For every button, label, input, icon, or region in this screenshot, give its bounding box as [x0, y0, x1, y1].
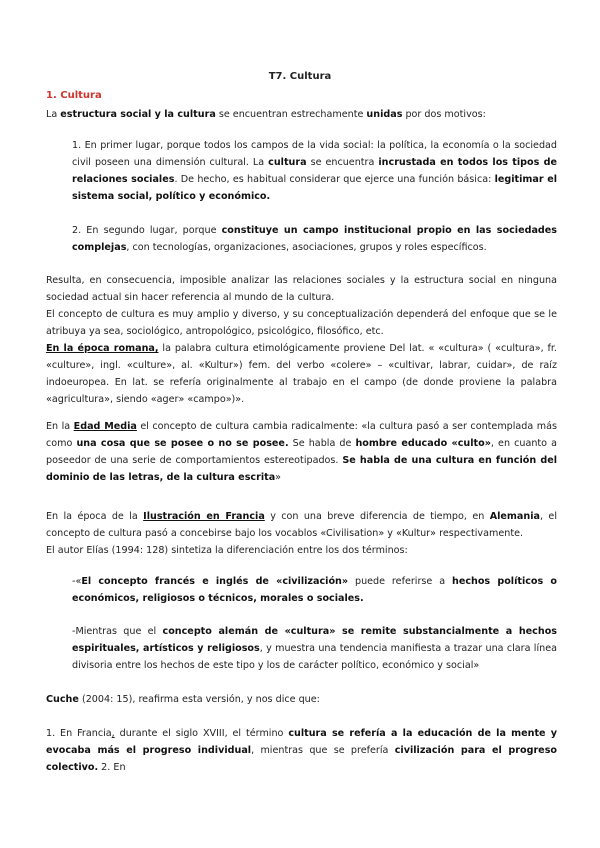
text: (2004: 15), reafirma esta versión, y nos dice que:: [78, 694, 320, 705]
paragraph-elias: El autor Elías (1994: 128) sintetiza la diferenciación entre los dos términos:: [46, 545, 408, 556]
paragraph-enlightenment: [46, 508, 557, 542]
bold-text: Alemania: [489, 511, 540, 522]
underlined-bold-text: Ilustración en Francia: [143, 511, 265, 522]
quote-culture: [72, 623, 557, 674]
paragraph-france: [46, 725, 557, 776]
list-item-2: [72, 222, 557, 256]
bold-text: legitimar el sistema social, político y económico.: [72, 174, 557, 202]
document-title: T7. Cultura: [268, 71, 332, 82]
bold-text: El concepto francés e inglés de «civilización»: [81, 576, 349, 587]
bold-text: hechos políticos o económicos, religiosos o técnicos, morales o sociales.: [72, 576, 557, 604]
bold-text: cultura se refería a la educación de la mente y evocaba más el progreso individual: [46, 728, 557, 756]
text: , en cuanto a poseedor de una serie de comportamientos estereotipados.: [46, 438, 557, 466]
text: y con una breve diferencia de tiempo, en: [264, 511, 490, 522]
paragraph-roman-era: [46, 340, 557, 408]
text: , mientras que se prefería: [251, 745, 395, 756]
bold-text: Se habla de una cultura en función del dominio de las letras, de la cultura escrita: [46, 455, 557, 483]
text: se encuentran estrechamente: [215, 109, 367, 120]
text: la palabra cultura etimológicamente proviene Del lat. « «cultura» ( «cultura», fr. «culture», ingl. «culture», al. «Kultur») fem. del verbo «colere» – «cultivar, labrar, cuidar», de raíz indoeuropea. En lat. se refería originalmente al trabajo en el campo (de donde proviene la palabra «agricultura», siendo «ager» «campo»)».: [46, 343, 557, 405]
paragraph-middle-ages: [46, 418, 557, 486]
bold-text: concepto alemán de «cultura» se remite substancialmente a hechos espirituales, artísticos y religiosos: [72, 626, 557, 654]
text: el concepto de cultura cambia radicalmente: «la cultura pasó a ser contemplada más como: [46, 421, 557, 449]
bold-text: civilización para el progreso colectivo.: [46, 745, 557, 773]
text: 1. En Francia: [46, 728, 112, 739]
text: Se habla de: [288, 438, 356, 449]
paragraph-cuche: [46, 691, 557, 708]
text: En la época de la: [46, 511, 144, 522]
text: -«: [72, 576, 82, 587]
list-item-1: [72, 137, 557, 205]
paragraph-consequence: Resulta, en consecuencia, imposible analizar las relaciones sociales y la estructura social en ninguna sociedad actual sin hacer referencia al mundo de la cultura.: [46, 275, 557, 303]
text: durante el siglo XVIII, el término: [114, 728, 289, 739]
text: En la: [46, 421, 74, 432]
section-heading: 1. Cultura: [46, 90, 102, 101]
text: -Mientras que el: [72, 626, 163, 637]
text: se encuentra: [306, 157, 379, 168]
underlined-bold-text: En la época romana,: [46, 343, 159, 354]
underlined-text: ,: [111, 728, 115, 739]
bold-text: estructura social y la cultura: [60, 109, 216, 120]
text: puede referirse a: [348, 576, 452, 587]
text: . De hecho, es habitual considerar que ejerce una función básica:: [174, 174, 495, 185]
text: 2. En: [98, 762, 126, 773]
quote-civilization: [72, 573, 557, 607]
text: por dos motivos:: [402, 109, 486, 120]
bold-text: unidas: [366, 109, 403, 120]
text: , el concepto de cultura pasó a concebirse bajo los vocablos «Civilisation» y «Kultur» respectivamente.: [46, 511, 557, 539]
text: 1. En primer lugar, porque todos los campos de la vida social: la política, la economía o la sociedad civil poseen una dimensión cultural. La: [72, 140, 557, 168]
bold-text: una cosa que se posee o no se posee.: [76, 438, 289, 449]
bold-text: cultura: [268, 157, 307, 168]
text: »: [275, 472, 282, 483]
paragraph-intro: [46, 106, 557, 123]
text: La: [46, 109, 61, 120]
bold-text: constituye un campo institucional propio en las sociedades complejas: [72, 225, 558, 253]
bold-text: incrustada en todos los tipos de relaciones sociales: [72, 157, 557, 185]
text: 2. En segundo lugar, porque: [72, 225, 222, 236]
underlined-bold-text: Edad Media: [73, 421, 137, 432]
text: , con tecnologías, organizaciones, asociaciones, grupos y roles específicos.: [126, 242, 487, 253]
bold-text: Cuche: [46, 694, 79, 705]
paragraph-concept: El concepto de cultura es muy amplio y diverso, y su conceptualización dependerá del enfoque que se le atribuya ya sea, sociológico, antropológico, psicológico, filosófico, etc.: [46, 309, 557, 337]
bold-text: hombre educado «culto»: [355, 438, 491, 449]
text: , y muestra una tendencia manifiesta a trazar una clara línea divisoria entre los hechos de este tipo y los de carácter político, económico y social»: [72, 643, 557, 671]
